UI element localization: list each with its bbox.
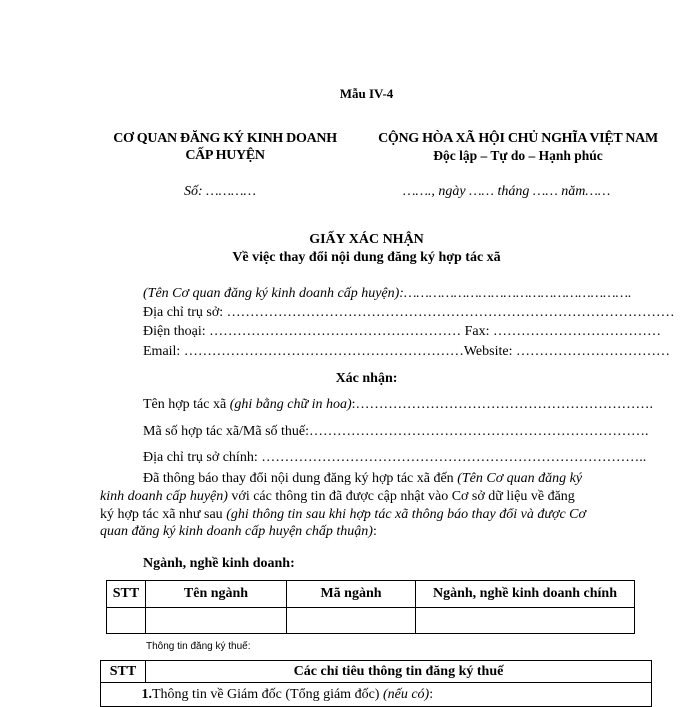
agency-email-website-line: Email: ……………………………………………………Website: …………………………… xyxy=(143,344,670,359)
table-header-row xyxy=(101,661,652,683)
agency-address-line: Địa chỉ trụ sở: …………………………………………………………………………………… xyxy=(143,305,675,320)
table-row xyxy=(107,608,635,634)
issue-date: ……., ngày …… tháng …… năm…… xyxy=(403,184,611,199)
paragraph-line-1-italic: (Tên Cơ quan đăng ký xyxy=(457,471,583,486)
coop-name-note: (ghi bằng chữ in hoa) xyxy=(229,397,352,412)
paragraph-line-3 xyxy=(100,507,586,523)
agency-name-line: (Tên Cơ quan đăng ký kinh doanh cấp huyện):………………………………………………. xyxy=(143,286,632,301)
document-number: Số: ………… xyxy=(184,184,256,199)
paragraph-line-4 xyxy=(100,524,377,540)
table-cell xyxy=(101,683,146,707)
document-subtitle: Về việc thay đổi nội dung đăng ký hợp tác xã xyxy=(232,250,501,265)
row-colon: : xyxy=(429,686,434,702)
paragraph-line-1 xyxy=(143,471,582,487)
paragraph-line-4-text: : xyxy=(372,524,377,539)
column-header: Các chỉ tiêu thông tin đăng ký thuế xyxy=(146,661,652,683)
business-heading: Ngành, nghề kinh doanh: xyxy=(143,556,295,571)
paragraph-line-4-italic: quan đăng ký kinh doanh cấp huyện chấp thuận) xyxy=(100,524,373,539)
table-row xyxy=(101,683,652,707)
national-title: CỘNG HÒA XÃ HỘI CHỦ NGHĨA VIỆT NAM xyxy=(378,131,658,146)
table-header-row xyxy=(107,581,635,608)
coop-name-line xyxy=(143,397,653,413)
coop-name-dots: :………………………………………………………. xyxy=(351,397,654,412)
coop-name-label: Tên hợp tác xã xyxy=(143,397,230,412)
row-note: (nếu có) xyxy=(382,686,430,702)
document-title: GIẤY XÁC NHẬN xyxy=(309,232,424,247)
coop-address-line: Địa chỉ trụ sở chính: ……………………………………………………………………….. xyxy=(143,450,647,465)
table-cell xyxy=(416,608,635,634)
row-number: 1. xyxy=(141,686,152,702)
paragraph-line-2-text: với các thông tin đã được cập nhật vào Cơ sở dữ liệu về đăng xyxy=(227,489,575,504)
national-motto: Độc lập – Tự do – Hạnh phúc xyxy=(433,148,603,163)
paragraph-line-1-text: Đã thông báo thay đổi nội dung đăng ký hợp tác xã đến xyxy=(143,471,458,486)
paragraph-line-3-italic: (ghi thông tin sau khi hợp tác xã thông báo thay đổi và được Cơ xyxy=(226,507,586,522)
agency-header-line1: CƠ QUAN ĐĂNG KÝ KINH DOANH xyxy=(113,131,337,146)
column-header: STT xyxy=(107,581,146,608)
paragraph-line-2 xyxy=(100,489,575,505)
business-table xyxy=(106,580,635,634)
column-header: Tên ngành xyxy=(146,581,287,608)
table-cell xyxy=(146,608,287,634)
form-code: Mẫu IV-4 xyxy=(339,86,394,101)
paragraph-line-3-text: ký hợp tác xã như sau xyxy=(100,507,227,522)
column-header: STT xyxy=(101,661,146,683)
confirm-heading: Xác nhận: xyxy=(335,371,398,386)
tax-info-label: Thông tin đăng ký thuế: xyxy=(146,641,251,652)
coop-code-line: Mã số hợp tác xã/Mã số thuế:………………………………………………………………. xyxy=(143,424,649,439)
table-cell xyxy=(141,683,652,707)
row-label: Thông tin về Giám đốc (Tổng giám đốc) xyxy=(152,686,383,702)
agency-header-line2: CẤP HUYỆN xyxy=(185,148,265,163)
column-header: Mã ngành xyxy=(287,581,416,608)
table-cell xyxy=(287,608,416,634)
agency-phone-fax-line: Điện thoại: ……………………………………………… Fax: ……………………………… xyxy=(143,324,661,339)
column-header: Ngành, nghề kinh doanh chính xyxy=(416,581,635,608)
table-cell xyxy=(107,608,146,634)
paragraph-line-2-italic: kinh doanh cấp huyện) xyxy=(100,489,228,504)
